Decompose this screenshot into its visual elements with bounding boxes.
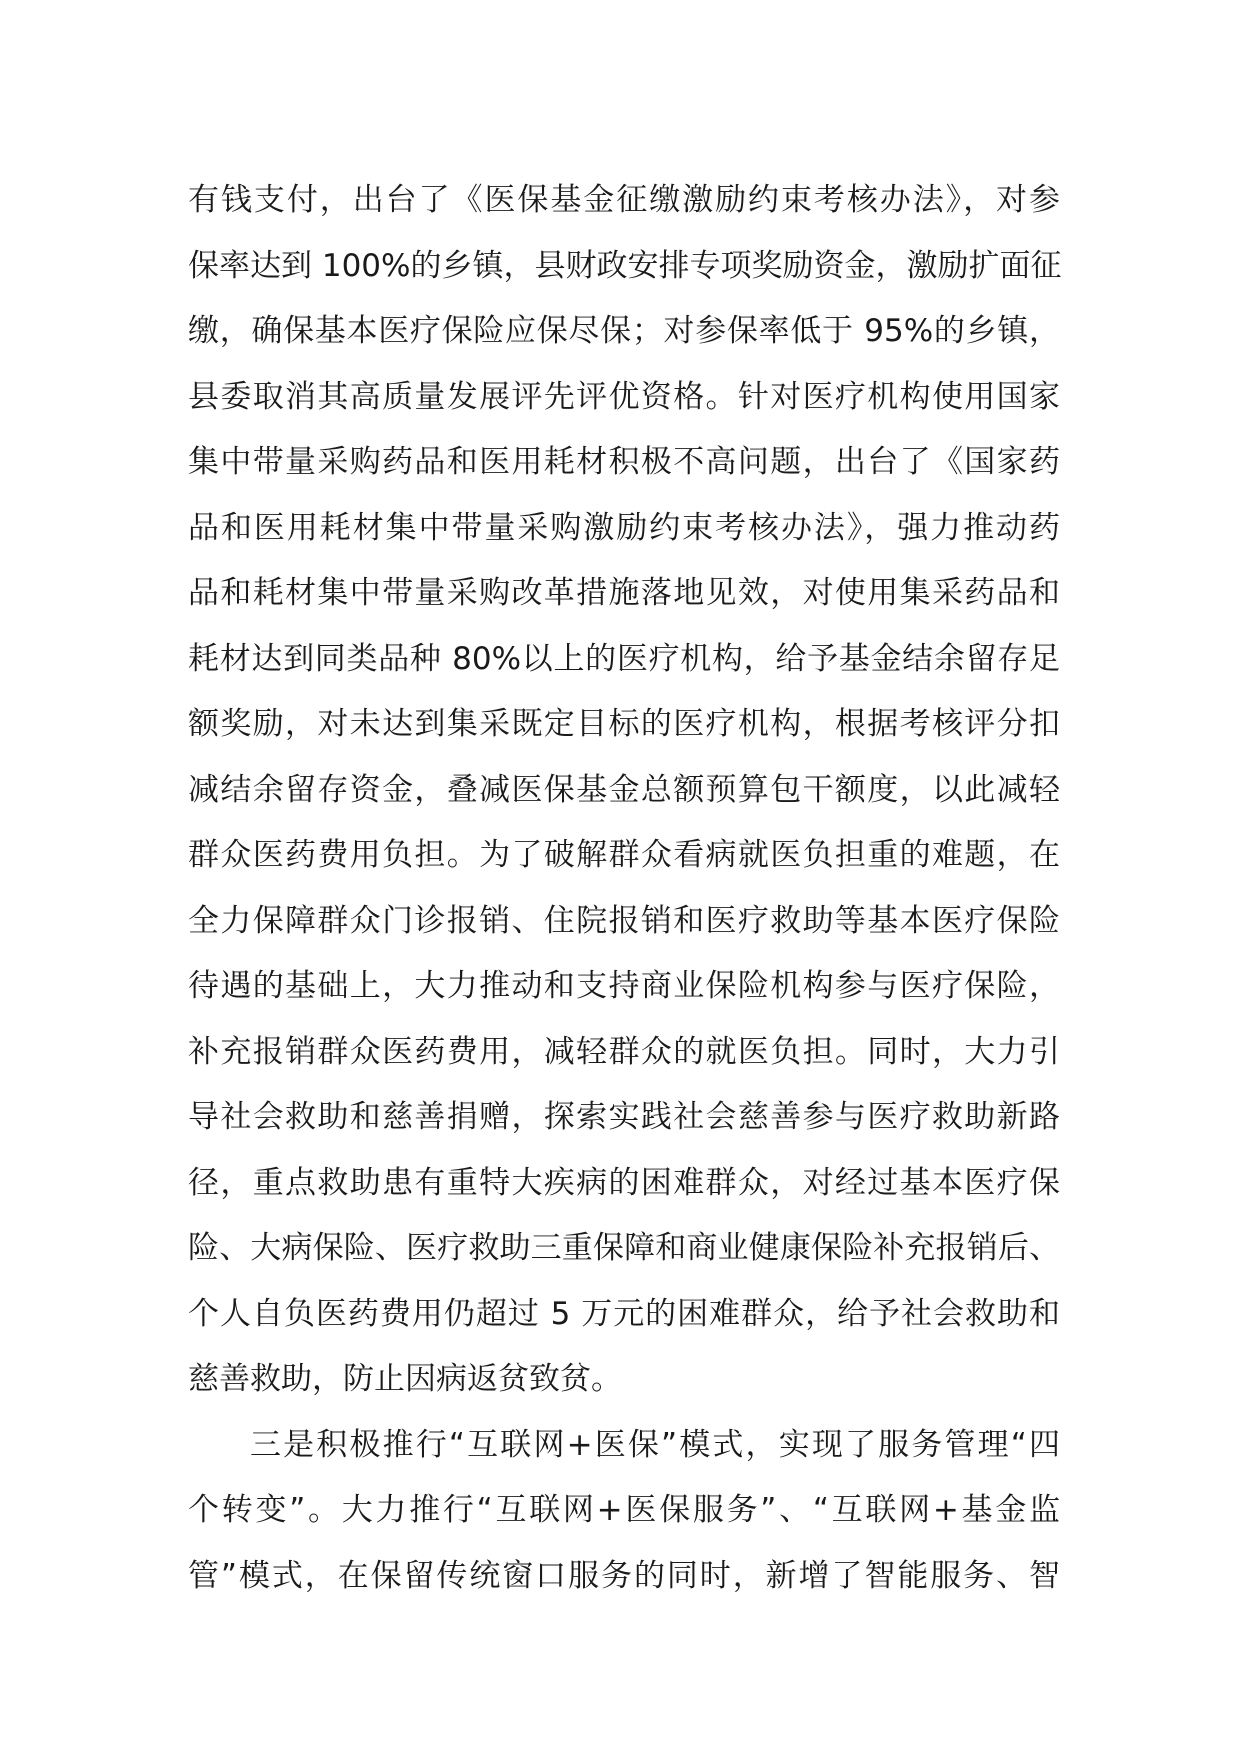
text-line: 导社会救助和慈善捐赠，探索实践社会慈善参与医疗救助新路 bbox=[188, 1099, 1060, 1135]
text-line: 集中带量采购药品和医用耗材积极不高问题，出台了《国家药 bbox=[188, 444, 1060, 480]
text-line: 个转变”。大力推行“互联网+医保服务”、“互联网+基金监 bbox=[188, 1492, 1060, 1528]
text-line: 群众医药费用负担。为了破解群众看病就医负担重的难题，在 bbox=[188, 837, 1060, 873]
text-line: 全力保障群众门诊报销、住院报销和医疗救助等基本医疗保险 bbox=[188, 902, 1060, 939]
text-line: 县委取消其高质量发展评先评优资格。针对医疗机构使用国家 bbox=[188, 378, 1060, 415]
paragraph-end-line: 慈善救助，防止因病返贫致贫。 bbox=[188, 1361, 622, 1397]
text-line: 额奖励，对未达到集采既定目标的医疗机构，根据考核评分扣 bbox=[188, 706, 1060, 742]
text-line: 径，重点救助患有重特大疾病的困难群众，对经过基本医疗保 bbox=[188, 1164, 1060, 1201]
text-line: 管”模式，在保留传统窗口服务的同时，新增了智能服务、智 bbox=[188, 1557, 1060, 1594]
text-line: 品和医用耗材集中带量采购激励约束考核办法》，强力推动药 bbox=[188, 509, 1060, 546]
text-line: 个人自负医药费用仍超过 5 万元的困难群众，给予社会救助和 bbox=[188, 1295, 1060, 1332]
text-line: 保率达到 100%的乡镇，县财政安排专项奖励资金，激励扩面征 bbox=[188, 247, 1062, 284]
text-line: 缴，确保基本医疗保险应保尽保；对参保率低于 95%的乡镇， bbox=[188, 313, 1060, 349]
text-line: 险、大病保险、医疗救助三重保障和商业健康保险补充报销后、 bbox=[188, 1230, 1060, 1266]
text-line: 有钱支付，出台了《医保基金征缴激励约束考核办法》，对参 bbox=[188, 182, 1060, 218]
text-line: 补充报销群众医药费用，减轻群众的就医负担。同时，大力引 bbox=[188, 1033, 1060, 1070]
text-line: 耗材达到同类品种 80%以上的医疗机构，给予基金结余留存足 bbox=[188, 640, 1060, 677]
text-line: 待遇的基础上，大力推动和支持商业保险机构参与医疗保险， bbox=[188, 968, 1060, 1004]
paragraph-start-line: 三是积极推行“互联网+医保”模式，实现了服务管理“四 bbox=[250, 1426, 1060, 1463]
text-line: 减结余留存资金，叠减医保基金总额预算包干额度，以此减轻 bbox=[188, 771, 1060, 808]
text-line: 品和耗材集中带量采购改革措施落地见效，对使用集采药品和 bbox=[188, 575, 1060, 611]
document-body bbox=[188, 168, 1060, 1609]
